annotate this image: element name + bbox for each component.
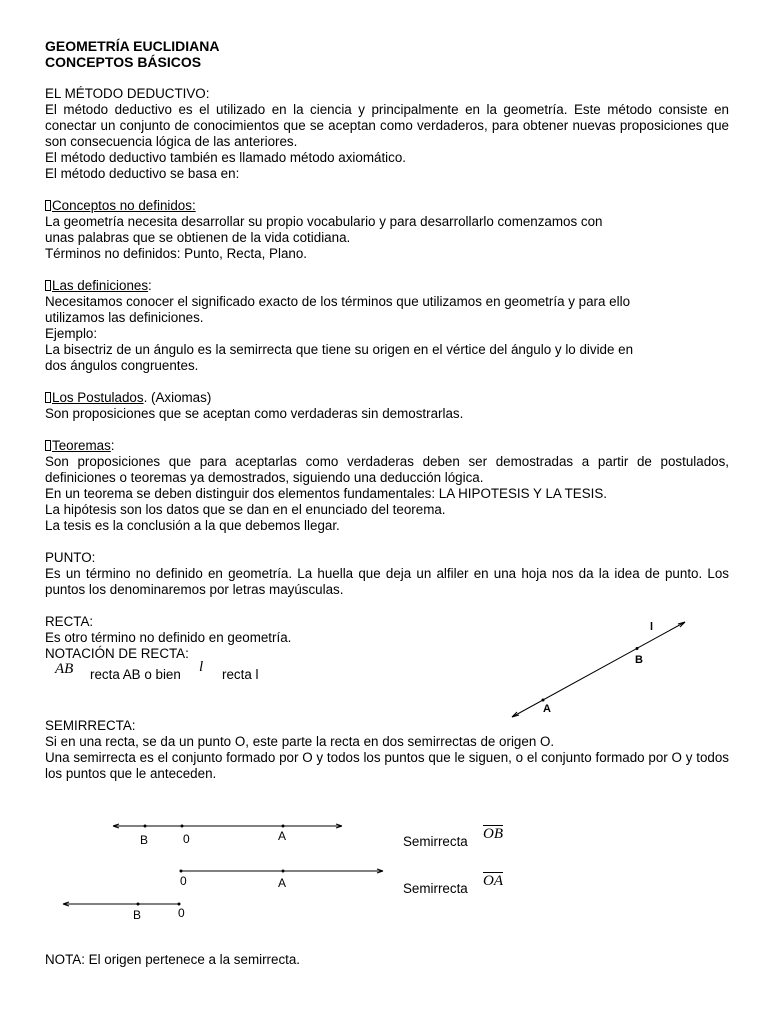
recta-line-2: NOTACIÓN DE RECTA: [45,646,189,661]
arrow-right-icon [678,622,685,627]
symbol-ob: $\overline{OB}$ [483,826,503,842]
teoremas-colon: : [110,438,115,453]
semirrecta-heading: SEMIRRECTA: [45,718,136,733]
conceptos-heading-line [45,198,729,214]
label-b: B [133,908,142,922]
metodo-line-3: El método deductivo se basa en: [45,166,240,181]
definiciones-colon: : [148,278,152,293]
teoremas-heading-line [45,438,729,454]
teoremas-line-4: La tesis es la conclusión a la que debemos llegar. [45,518,340,533]
label-a: A [278,829,287,843]
label-b: B [635,654,643,666]
semirrecta-figures [0,815,400,925]
punto-heading: PUNTO: [45,550,96,565]
conceptos-heading: Conceptos no definidos: [52,198,196,213]
label-o: 0 [183,832,190,846]
definiciones-heading: Las definiciones [52,278,149,293]
conceptos-line-1: La geometría necesita desarrollar su propio vocabulario y para desarrollarlo comenzamos con [45,214,603,229]
conceptos-line-3: Términos no definidos: Punto, Recta, Plano. [45,246,308,261]
title-line-2: CONCEPTOS BÁSICOS [45,54,202,70]
symbol-oa: $\overline{OA}$ [483,873,503,889]
point-o [180,870,183,873]
definiciones-line-2: utilizamos las definiciones. [45,310,204,325]
bullet-box-icon [45,200,51,211]
metodo-line-2: El método deductivo también es llamado método axiomático. [45,150,406,165]
label-a: A [543,703,551,715]
definiciones-line-3: Ejemplo: [45,326,98,341]
postulados-heading-line [45,390,729,406]
metodo-heading: EL MÉTODO DEDUCTIVO: [45,86,210,101]
definiciones-heading-line [45,278,729,294]
recta-line-1: Es otro término no definido en geometría. [45,630,292,645]
line-ob [63,902,185,922]
point-a [282,825,285,828]
symbol-ab: AB [55,661,74,677]
point-a [282,870,285,873]
bullet-box-icon [45,440,51,451]
point-b [144,825,147,828]
label-a: A [278,876,287,890]
postulados-line-1: Son proposiciones que se aceptan como verdaderas sin demostrarlas. [45,406,464,421]
postulados-suffix: . (Axiomas) [143,390,212,405]
label-l: l [650,621,654,633]
teoremas-heading: Teoremas [52,438,111,453]
label-b: B [140,833,149,847]
punto-paragraph: Es un término no definido en geometría. La huella que deja un alfiler en una hoja nos da la idea de punto. Los puntos los denominaremos por letras mayúsculas. [45,566,729,597]
teoremas-line-3: La hipótesis son los datos que se dan en el enunciado del teorema. [45,502,446,517]
point-a [542,699,545,702]
title-line-1: GEOMETRÍA EUCLIDIANA [45,38,220,54]
point-o [181,825,184,828]
postulados-heading: Los Postulados [52,390,144,405]
recta-line [512,622,685,717]
point-b [636,647,639,650]
label-o: 0 [180,874,187,888]
nota-line: NOTA: El origen pertenece a la semirrecta. [45,952,301,967]
semirrecta-paragraph: Una semirrecta es el conjunto formado por O y todos los puntos que le siguen, o el conjunto formado por O y todos los puntos que le anteceden. [45,750,729,781]
semirrecta-label-oa: Semirrecta [403,881,468,896]
definiciones-line-5: dos ángulos congruentes. [45,358,199,373]
teoremas-line-2: En un teorema se deben distinguir dos elementos fundamentales: LA HIPOTESIS Y LA TESIS. [45,486,607,501]
definiciones-line-4: La bisectriz de un ángulo es la semirrecta que tiene su origen en el vértice del ángulo y lo divide en [45,342,634,357]
symbol-l: l [199,659,204,675]
definiciones-line-1: Necesitamos conocer el significado exacto de los términos que utilizamos en geometría y para ello [45,294,631,309]
semirrecta-line-1: Si en una recta, se da un punto O, este parte la recta en dos semirrectas de origen O. [45,734,555,749]
point-b [137,903,140,906]
semirrecta-label-ob: Semirrecta [403,834,468,849]
recta-figure [500,612,700,724]
arrow-left-icon [512,712,519,717]
line-oa [180,869,384,890]
recta-heading: RECTA: [45,614,94,629]
metodo-paragraph: El método deductivo es el utilizado en la ciencia y principalmente en la geometría. Este método consiste en conectar un conjunto de conocimientos que se aceptan como verdaderos, para obtener nuevas proposiciones que son consecuencia lógica de las anteriores. [45,102,729,149]
notation-text-l: recta l [222,667,259,682]
line-bob [113,824,342,847]
bullet-box-icon [45,392,51,403]
bullet-box-icon [45,280,51,291]
conceptos-line-2: unas palabras que se obtienen de la vida cotidiana. [45,230,351,245]
label-o: 0 [178,906,185,920]
teoremas-paragraph: Son proposiciones que para aceptarlas como verdaderas deben ser demostradas a partir de postulados, definiciones o teoremas ya demostrados, siguiendo una deducción lógica. [45,454,729,485]
notation-text-ab: recta AB o bien [90,667,181,682]
